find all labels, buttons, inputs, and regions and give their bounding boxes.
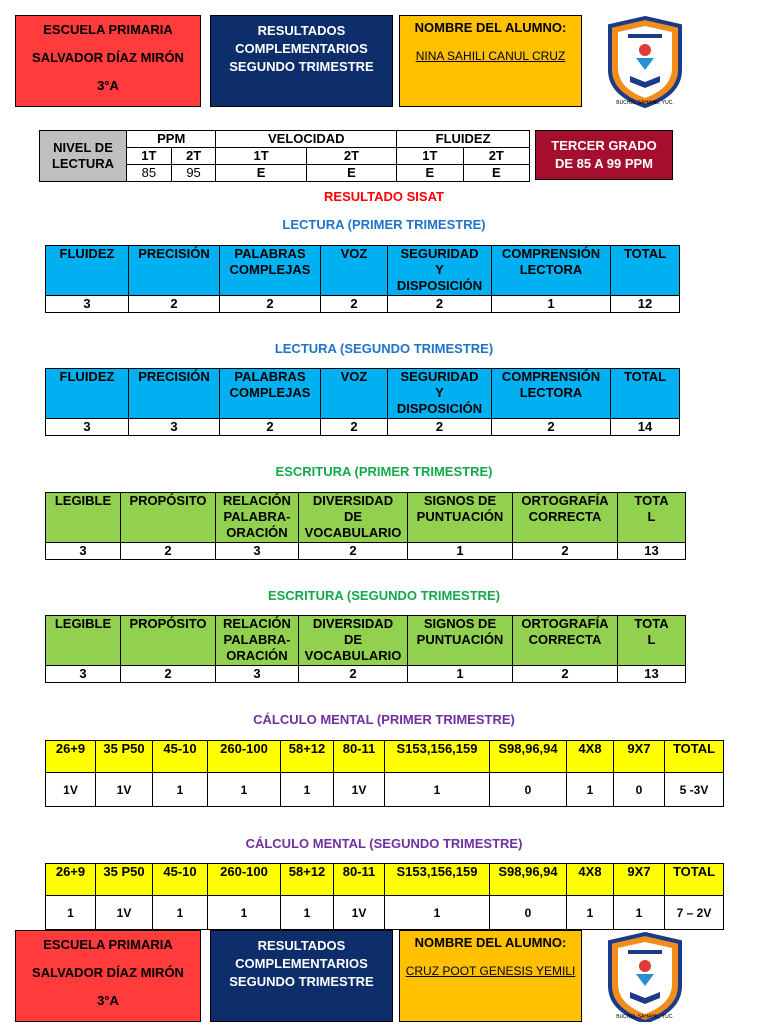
calculo-value: 1	[281, 773, 334, 807]
lectura-header	[611, 246, 680, 296]
school-line-2: SALVADOR DÍAZ MIRÓN	[32, 965, 184, 980]
calculo-value: 0	[490, 896, 567, 930]
header-text: FLUIDEZ	[59, 246, 115, 261]
header-text: DE	[343, 632, 363, 647]
lectura-header	[129, 246, 220, 296]
lectura-value: 3	[46, 296, 129, 313]
lectura-header	[388, 369, 492, 419]
lectura-value: 2	[220, 296, 321, 313]
header-text: DIVERSIDAD	[312, 616, 394, 631]
nivel-value: E	[397, 165, 463, 182]
escritura-value: 3	[216, 666, 299, 683]
student-label: NOMBRE DEL ALUMNO:	[414, 20, 567, 35]
header-text: Y	[435, 262, 444, 277]
calculo-header: 26+9	[46, 864, 96, 896]
calculo-header: 45-10	[153, 741, 208, 773]
header-text: CORRECTA	[528, 509, 602, 524]
escritura-value: 3	[216, 543, 299, 560]
lectura-header	[129, 369, 220, 419]
header-text: TOTAL	[623, 369, 667, 384]
calculo-header: S98,96,94	[490, 741, 567, 773]
nivel-value: E	[463, 165, 529, 182]
header-text: LECTORA	[519, 385, 583, 400]
calculo-value: 1	[614, 896, 665, 930]
nivel-value: 95	[171, 165, 216, 182]
escritura-1-title: ESCRITURA (PRIMER TRIMESTRE)	[275, 464, 493, 479]
header-text: SEGURIDAD	[400, 246, 479, 261]
results-line-2: COMPLEMENTARIOS	[235, 956, 368, 971]
header-text: VOZ	[340, 369, 368, 384]
school-line-1: ESCUELA PRIMARIA	[43, 937, 173, 952]
lectura-header	[388, 246, 492, 296]
lectura-header	[611, 369, 680, 419]
header-text: TOTA	[634, 616, 669, 631]
nivel-sub: 1T	[216, 148, 306, 165]
escritura-value: 3	[46, 666, 121, 683]
header-text: L	[647, 632, 656, 647]
lectura-value: 3	[46, 419, 129, 436]
calculo-header: 260-100	[208, 864, 281, 896]
escritura-2-title: ESCRITURA (SEGUNDO TRIMESTRE)	[267, 588, 501, 603]
header-text: PALABRAS	[234, 246, 306, 261]
header-text: PRECISIÓN	[138, 246, 210, 261]
header-text: CORRECTA	[528, 632, 602, 647]
header-text: DIVERSIDAD	[312, 493, 394, 508]
calculo-header: 9X7	[614, 864, 665, 896]
nivel-label-line-1: NIVEL DE	[53, 140, 113, 155]
school-box	[15, 15, 201, 107]
lectura-header	[492, 369, 611, 419]
header-text: ORACIÓN	[226, 525, 288, 540]
calculo-header: 260-100	[208, 741, 281, 773]
calculo-header: 58+12	[281, 864, 334, 896]
lectura-value: 14	[611, 419, 680, 436]
escritura-value: 2	[299, 666, 408, 683]
escritura-value: 2	[299, 543, 408, 560]
header-text: PALABRA-	[223, 632, 291, 647]
header-text: SIGNOS DE	[423, 493, 497, 508]
calculo-header: 9X7	[614, 741, 665, 773]
escritura-header	[216, 616, 299, 666]
calculo-header: 4X8	[567, 864, 614, 896]
escritura-value: 2	[513, 543, 618, 560]
calculo-value: 7 – 2V	[665, 896, 724, 930]
lectura-value: 1	[492, 296, 611, 313]
school-line-2: SALVADOR DÍAZ MIRÓN	[32, 50, 184, 65]
results-box	[210, 930, 393, 1022]
calculo-header: 35 P50	[96, 741, 153, 773]
escritura-value: 2	[513, 666, 618, 683]
header-text: TOTAL	[623, 246, 667, 261]
lectura-value: 2	[388, 419, 492, 436]
nivel-value: E	[306, 165, 396, 182]
header-text: DISPOSICIÓN	[396, 278, 483, 293]
calculo-value: 1	[208, 896, 281, 930]
header-text: L	[647, 509, 656, 524]
lectura-1-title: LECTURA (PRIMER TRIMESTRE)	[282, 217, 486, 232]
header-text: PUNTUACIÓN	[416, 632, 504, 647]
results-line-1: RESULTADOS	[257, 23, 346, 38]
results-line-2: COMPLEMENTARIOS	[235, 41, 368, 56]
results-line-1: RESULTADOS	[257, 938, 346, 953]
header-text: PROPÓSITO	[129, 493, 207, 508]
escritura-header	[513, 616, 618, 666]
header-text: VOCABULARIO	[304, 648, 402, 663]
school-logo	[600, 12, 690, 112]
escritura-header	[121, 616, 216, 666]
calculo-header: S153,156,159	[385, 864, 490, 896]
nivel-group-velocidad: VELOCIDAD	[216, 131, 397, 148]
nivel-sub: 1T	[127, 148, 172, 165]
lectura-1-table	[45, 245, 680, 313]
header-text: SIGNOS DE	[423, 616, 497, 631]
header-text: COMPLEJAS	[229, 385, 311, 400]
calculo-value: 5 -3V	[665, 773, 724, 807]
lectura-header	[321, 369, 388, 419]
escritura-value: 1	[408, 543, 513, 560]
nivel-label-line-2: LECTURA	[51, 156, 115, 171]
header-text: ORACIÓN	[226, 648, 288, 663]
calculo-2-table	[45, 863, 724, 930]
lectura-value: 2	[321, 296, 388, 313]
lectura-2-title: LECTURA (SEGUNDO TRIMESTRE)	[274, 341, 494, 356]
calculo-value: 0	[490, 773, 567, 807]
header-text: COMPRENSIÓN	[501, 246, 601, 261]
header-text: COMPLEJAS	[229, 262, 311, 277]
lectura-value: 2	[220, 419, 321, 436]
nivel-sub: 1T	[397, 148, 463, 165]
escritura-value: 13	[618, 666, 686, 683]
nivel-lectura-table	[39, 130, 530, 182]
nivel-group-ppm: PPM	[127, 131, 216, 148]
escritura-header	[299, 616, 408, 666]
grade-line-2: DE 85 A 99 PPM	[554, 156, 654, 171]
school-line-1: ESCUELA PRIMARIA	[43, 22, 173, 37]
calculo-value: 1	[208, 773, 281, 807]
calculo-1-title: CÁLCULO MENTAL (PRIMER TRIMESTRE)	[253, 712, 515, 727]
calculo-value: 1V	[334, 896, 385, 930]
school-line-3: 3°A	[97, 993, 119, 1008]
nivel-sub: 2T	[463, 148, 529, 165]
lectura-value: 2	[492, 419, 611, 436]
header-text: LEGIBLE	[54, 493, 112, 508]
escritura-value: 13	[618, 543, 686, 560]
header-text: TOTA	[634, 493, 669, 508]
student-box	[399, 930, 582, 1022]
calculo-value: 1V	[96, 896, 153, 930]
calculo-header: 26+9	[46, 741, 96, 773]
header-text: VOZ	[340, 246, 368, 261]
student-label: NOMBRE DEL ALUMNO:	[414, 935, 567, 950]
lectura-value: 2	[321, 419, 388, 436]
header-text: ORTOGRAFÍA	[521, 493, 609, 508]
student-name: NINA SAHILI CANUL CRUZ	[415, 49, 566, 63]
header-text: PUNTUACIÓN	[416, 509, 504, 524]
nivel-sub: 2T	[306, 148, 396, 165]
header-text: COMPRENSIÓN	[501, 369, 601, 384]
calculo-header: 45-10	[153, 864, 208, 896]
header-text: DE	[343, 509, 363, 524]
header-text: ORTOGRAFÍA	[521, 616, 609, 631]
lectura-2-table	[45, 368, 680, 436]
calculo-value: 0	[614, 773, 665, 807]
escritura-value: 1	[408, 666, 513, 683]
escritura-value: 2	[121, 666, 216, 683]
student-box	[399, 15, 582, 107]
calculo-header: 35 P50	[96, 864, 153, 896]
header-text: RELACIÓN	[223, 493, 291, 508]
lectura-value: 12	[611, 296, 680, 313]
logo-caption: BUCHEL SAHAHIL, YUC.	[616, 1014, 674, 1020]
escritura-header	[46, 616, 121, 666]
escritura-value: 3	[46, 543, 121, 560]
lectura-value: 2	[129, 296, 220, 313]
header-text: FLUIDEZ	[59, 369, 115, 384]
grade-line-1: TERCER GRADO	[551, 138, 657, 153]
header-text: PALABRA-	[223, 509, 291, 524]
nivel-group-fluidez: FLUIDEZ	[397, 131, 530, 148]
header-text: SEGURIDAD	[400, 369, 479, 384]
calculo-header: 80-11	[334, 741, 385, 773]
lectura-header	[321, 246, 388, 296]
grade-badge	[535, 130, 673, 180]
escritura-header	[121, 493, 216, 543]
calculo-value: 1	[153, 773, 208, 807]
escritura-header	[618, 493, 686, 543]
nivel-value: 85	[127, 165, 172, 182]
calculo-header: S153,156,159	[385, 741, 490, 773]
lectura-header	[220, 369, 321, 419]
lectura-value: 3	[129, 419, 220, 436]
logo-caption: BUCHEL SAHAHIL, YUC.	[616, 100, 674, 106]
nivel-value: E	[216, 165, 306, 182]
escritura-header	[299, 493, 408, 543]
escritura-value: 2	[121, 543, 216, 560]
school-logo	[600, 928, 690, 1022]
calculo-value: 1	[385, 773, 490, 807]
escritura-header	[408, 616, 513, 666]
calculo-value: 1V	[334, 773, 385, 807]
calculo-value: 1V	[46, 773, 96, 807]
header-text: LECTORA	[519, 262, 583, 277]
calculo-value: 1V	[96, 773, 153, 807]
calculo-value: 1	[281, 896, 334, 930]
nivel-label	[40, 131, 127, 182]
sisat-title: RESULTADO SISAT	[324, 189, 444, 204]
calculo-value: 1	[153, 896, 208, 930]
results-line-3: SEGUNDO TRIMESTRE	[229, 974, 374, 989]
escritura-2-table	[45, 615, 686, 683]
calculo-header: 58+12	[281, 741, 334, 773]
calculo-header: TOTAL	[665, 864, 724, 896]
calculo-value: 1	[567, 896, 614, 930]
header-text: PROPÓSITO	[129, 616, 207, 631]
student-name: CRUZ POOT GENESIS YEMILI	[405, 964, 576, 978]
school-line-3: 3°A	[97, 78, 119, 93]
header-text: DISPOSICIÓN	[396, 401, 483, 416]
header-text: LEGIBLE	[54, 616, 112, 631]
calculo-1-table	[45, 740, 724, 807]
header-text: RELACIÓN	[223, 616, 291, 631]
escritura-header	[408, 493, 513, 543]
calculo-header: 4X8	[567, 741, 614, 773]
nivel-sub: 2T	[171, 148, 216, 165]
calculo-header: S98,96,94	[490, 864, 567, 896]
escritura-header	[216, 493, 299, 543]
lectura-header	[492, 246, 611, 296]
lectura-value: 2	[388, 296, 492, 313]
escritura-header	[513, 493, 618, 543]
lectura-header	[46, 369, 129, 419]
header-text: PRECISIÓN	[138, 369, 210, 384]
escritura-header	[46, 493, 121, 543]
lectura-header	[46, 246, 129, 296]
calculo-value: 1	[46, 896, 96, 930]
escritura-1-table	[45, 492, 686, 560]
calculo-header: TOTAL	[665, 741, 724, 773]
header-text: VOCABULARIO	[304, 525, 402, 540]
results-box	[210, 15, 393, 107]
escritura-header	[618, 616, 686, 666]
calculo-value: 1	[567, 773, 614, 807]
school-box	[15, 930, 201, 1022]
header-text: PALABRAS	[234, 369, 306, 384]
header-text: Y	[435, 385, 444, 400]
lectura-header	[220, 246, 321, 296]
results-line-3: SEGUNDO TRIMESTRE	[229, 59, 374, 74]
calculo-value: 1	[385, 896, 490, 930]
calculo-2-title: CÁLCULO MENTAL (SEGUNDO TRIMESTRE)	[245, 836, 523, 851]
calculo-header: 80-11	[334, 864, 385, 896]
